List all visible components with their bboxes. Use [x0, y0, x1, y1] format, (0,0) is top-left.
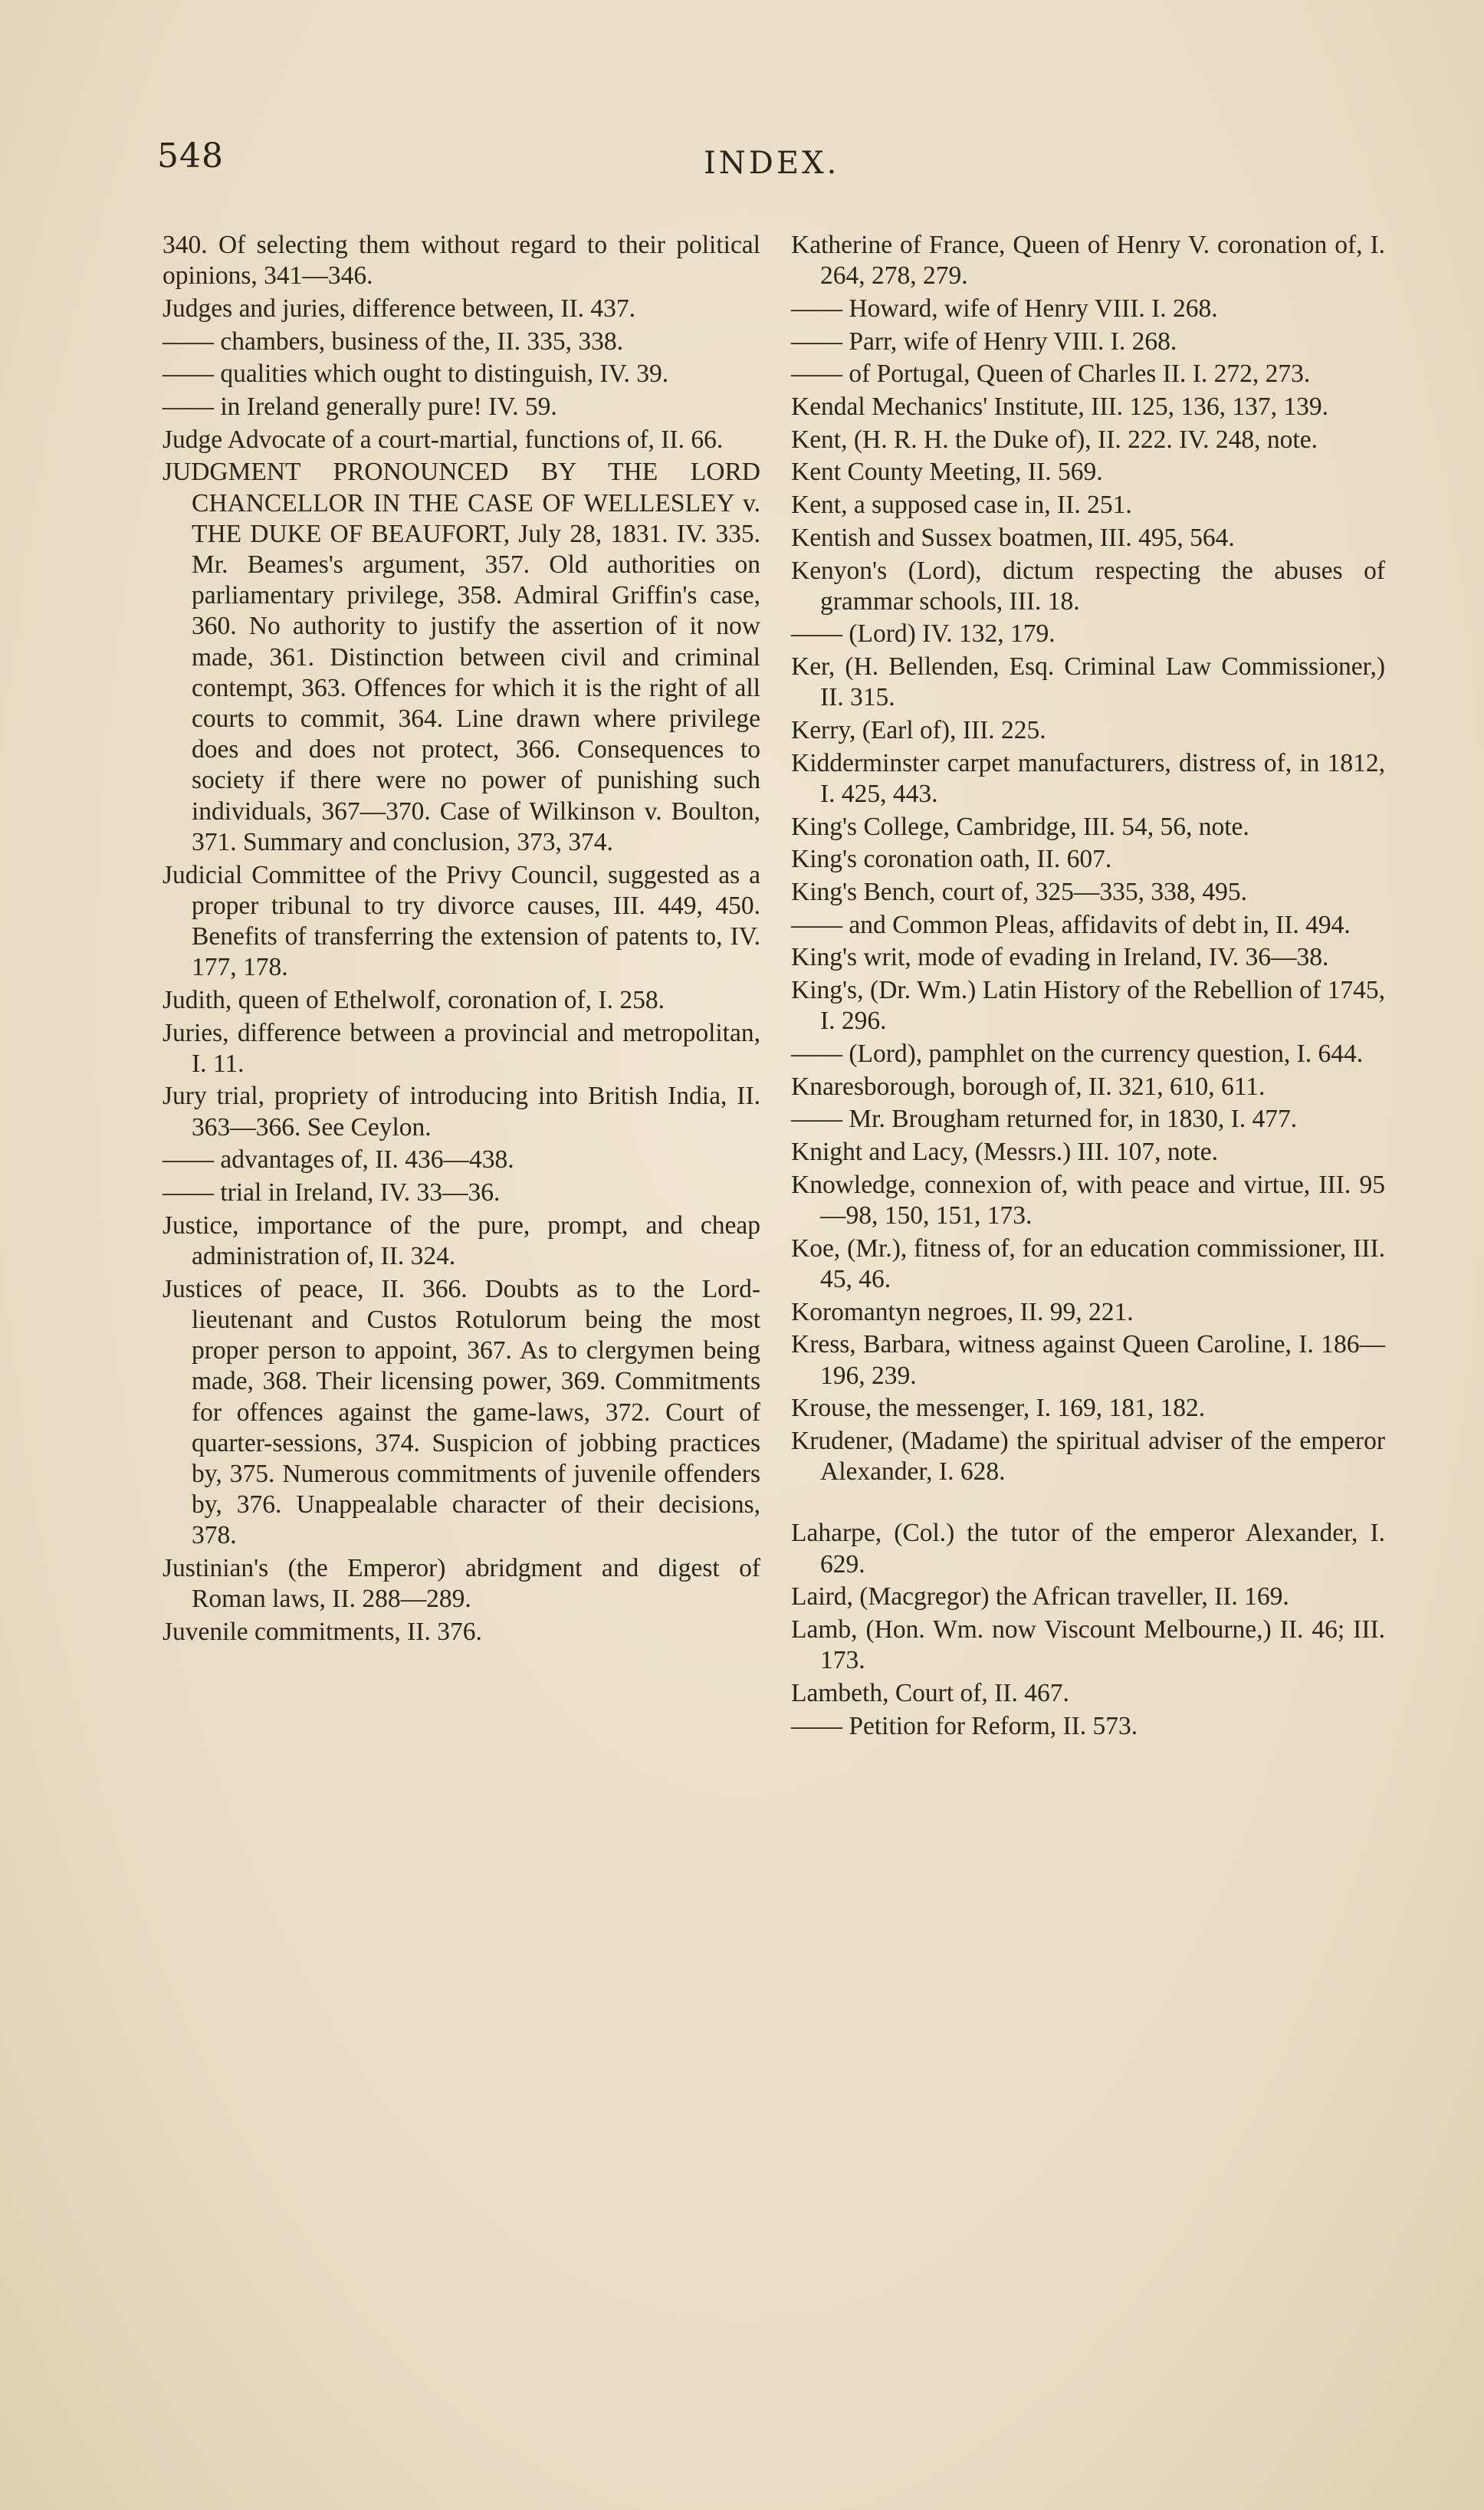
- index-entry: Kress, Barbara, witness against Queen Caroline, I. 186—196, 239.: [791, 1330, 1385, 1390]
- index-entry: Knaresborough, borough of, II. 321, 610, 611.: [791, 1072, 1266, 1101]
- page-number: 548: [157, 136, 224, 176]
- index-entry: —— and Common Pleas, affidavits of debt in, II. 494.: [791, 910, 1351, 939]
- index-entry: —— Mr. Brougham returned for, in 1830, I. 477.: [791, 1105, 1298, 1134]
- index-entry: Koe, (Mr.), fitness of, for an education commissioner, III. 45, 46.: [791, 1234, 1385, 1293]
- index-entry: King's, (Dr. Wm.) Latin History of the Rebellion of 1745, I. 296.: [791, 976, 1385, 1036]
- index-entry: King's Bench, court of, 325—335, 338, 495.: [791, 878, 1248, 907]
- index-entry: Kidderminster carpet manufacturers, distress of, in 1812, I. 425, 443.: [791, 748, 1385, 808]
- index-entry-judgment: JUDGMENT PRONOUNCED BY THE LORD CHANCELLOR IN THE CASE OF WELLESLEY v. THE DUKE OF BEAUFORT, July 28, 1831. IV. 335. Mr. Beames's argument, 357. Old authorities on parliamentary privilege, 358. Admiral Griffin's case, 360. No authority to justify the assertion of it now made, 361. Distinction between civil and criminal contempt, 363. Offences for which it is the right of all courts to commit, 364. Line drawn where privilege does and does not protect, 366. Consequences to society if there were no power of punishing such individuals, 367—370. Case of Wilkinson v. Boulton, 371. Summary and conclusion, 373, 374.: [163, 458, 760, 856]
- index-entry: Knowledge, connexion of, with peace and virtue, III. 95—98, 150, 151, 173.: [791, 1170, 1385, 1230]
- index-entry: King's writ, mode of evading in Ireland, IV. 36—38.: [791, 943, 1329, 972]
- index-entry: Lambeth, Court of, II. 467.: [791, 1678, 1069, 1707]
- index-entry: King's College, Cambridge, III. 54, 56, note.: [791, 812, 1249, 841]
- index-entry: —— in Ireland generally pure! IV. 59.: [163, 393, 557, 422]
- index-entry: Ker, (H. Bellenden, Esq. Criminal Law Commissioner,) II. 315.: [791, 652, 1385, 712]
- index-entry: —— trial in Ireland, IV. 33—36.: [163, 1178, 501, 1207]
- index-entry: Koromantyn negroes, II. 99, 221.: [791, 1297, 1134, 1326]
- index-entry: Justice, importance of the pure, prompt, and cheap administration of, II. 324.: [163, 1211, 760, 1270]
- index-entry: Justinian's (the Emperor) abridgment and digest of Roman laws, II. 288—289.: [163, 1554, 760, 1614]
- index-entry: Laird, (Macgregor) the African traveller, II. 169.: [791, 1582, 1289, 1611]
- index-entry: —— Petition for Reform, II. 573.: [791, 1711, 1138, 1740]
- running-head: INDEX.: [704, 146, 840, 181]
- index-entry: Krudener, (Madame) the spiritual adviser of the emperor Alexander, I. 628.: [791, 1427, 1385, 1487]
- index-column-right: [791, 230, 1385, 1743]
- index-entry: Kent, (H. R. H. the Duke of), II. 222. IV. 248, note.: [791, 425, 1318, 454]
- index-entry: —— Parr, wife of Henry VIII. I. 268.: [791, 327, 1177, 356]
- index-entry: Kent, a supposed case in, II. 251.: [791, 491, 1132, 520]
- index-entry: Katherine of France, Queen of Henry V. coronation of, I. 264, 278, 279.: [791, 231, 1385, 291]
- index-entry: King's coronation oath, II. 607.: [791, 845, 1112, 874]
- index-entry: Juvenile commitments, II. 376.: [163, 1617, 482, 1646]
- index-entry: Justices of peace, II. 366. Doubts as to the Lord-lieutenant and Custos Rotulorum being the most proper person to appoint, 367. As to clergymen being made, 368. Their licensing power, 369. Commitments for offences against the game-laws, 372. Court of quarter-sessions, 374. Suspicion of jobbing practices by, 375. Numerous commitments of juvenile offenders by, 376. Unappealable character of their decisions, 378.: [163, 1274, 760, 1550]
- index-entry: Kenyon's (Lord), dictum respecting the abuses of grammar schools, III. 18.: [791, 556, 1385, 616]
- index-entry: —— chambers, business of the, II. 335, 338.: [163, 327, 624, 356]
- index-entry: Kendal Mechanics' Institute, III. 125, 136, 137, 139.: [791, 393, 1329, 422]
- index-entry: —— advantages of, II. 436—438.: [163, 1145, 514, 1175]
- index-entry: Judge Advocate of a court-martial, functions of, II. 66.: [163, 425, 724, 454]
- index-entry: —— qualities which ought to distinguish, IV. 39.: [163, 360, 669, 389]
- index-entry: Judges and juries, difference between, II. 437.: [163, 294, 636, 323]
- index-entry: Knight and Lacy, (Messrs.) III. 107, note.: [791, 1138, 1218, 1167]
- index-entry: —— (Lord), pamphlet on the currency question, I. 644.: [791, 1040, 1364, 1069]
- index-entry: —— of Portugal, Queen of Charles II. I. 272, 273.: [791, 360, 1311, 389]
- index-entry: Krouse, the messenger, I. 169, 181, 182.: [791, 1394, 1206, 1423]
- index-entry: 340. Of selecting them without regard to their political opinions, 341—346.: [163, 231, 760, 291]
- index-entry: Kentish and Sussex boatmen, III. 495, 564.: [791, 523, 1235, 552]
- index-entry: —— Howard, wife of Henry VIII. I. 268.: [791, 294, 1218, 323]
- index-entry: Lamb, (Hon. Wm. now Viscount Melbourne,) II. 46; III. 173.: [791, 1615, 1385, 1675]
- index-entry: Kerry, (Earl of), III. 225.: [791, 716, 1046, 745]
- index-entry: Kent County Meeting, II. 569.: [791, 458, 1103, 487]
- index-entry: Laharpe, (Col.) the tutor of the emperor Alexander, I. 629.: [791, 1519, 1385, 1579]
- index-entry: Judicial Committee of the Privy Council, suggested as a proper tribunal to try divorce causes, III. 449, 450. Benefits of transferring the extension of patents to, IV. 177, 178.: [163, 860, 760, 982]
- index-entry: —— (Lord) IV. 132, 179.: [791, 619, 1056, 649]
- index-entry: Jury trial, propriety of introducing into British India, II. 363—366. See Ceylon.: [163, 1082, 760, 1142]
- index-column-left: [163, 230, 760, 1650]
- index-entry: Judith, queen of Ethelwolf, coronation of, I. 258.: [163, 985, 665, 1014]
- index-entry: Juries, difference between a provincial and metropolitan, I. 11.: [163, 1018, 760, 1078]
